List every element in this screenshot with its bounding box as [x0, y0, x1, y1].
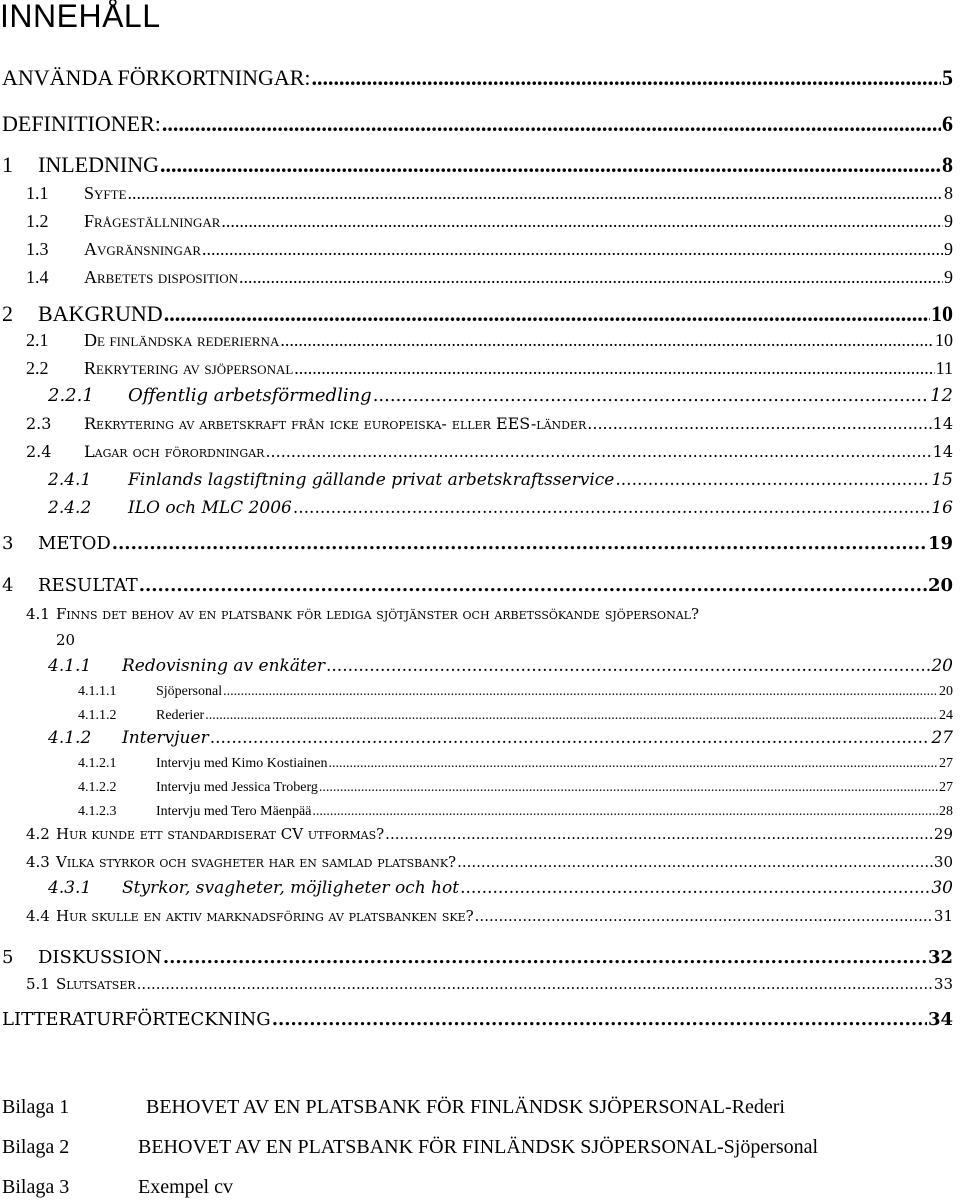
toc-entry-title: ILO och MLC 2006: [128, 498, 292, 518]
toc-entry-title: Intervju med Jessica Troberg: [156, 780, 318, 795]
dot-leader: [210, 724, 931, 752]
dot-leader: [164, 300, 930, 328]
toc-entry[interactable]: [26, 410, 953, 438]
toc-entry[interactable]: [26, 207, 953, 235]
toc-entry-number: 4.1.2.1: [78, 756, 117, 771]
toc-entry-page: 9: [944, 239, 953, 259]
toc-entry-number: 5: [2, 947, 14, 968]
toc-entry-title: Rekrytering av arbetskraft från icke europeiska- eller EES-länder: [84, 414, 587, 433]
toc-entry-title: Hur kunde ett standardiserat CV utformas?: [56, 825, 385, 843]
toc-entry[interactable]: [2, 1006, 953, 1034]
toc-entry-number: 1.4: [26, 267, 49, 287]
toc-entry-number: 2.2.1: [48, 385, 94, 406]
toc-entry-number: 1.1: [26, 183, 49, 203]
toc-entry-page: 30: [933, 853, 953, 871]
toc-entry-page: 20: [939, 684, 953, 699]
toc-entry-number: 4.1.2.3: [78, 804, 117, 819]
toc-entry-title: Offentlig arbetsförmedling: [128, 385, 372, 406]
toc-entry[interactable]: [2, 64, 953, 92]
toc-entry-number: 4.1.2.2: [78, 780, 117, 795]
dot-leader: [373, 382, 929, 410]
toc-entry-number: 2.1: [26, 330, 49, 350]
toc-entry[interactable]: [26, 354, 953, 382]
toc-entry-number: 4.1.1.2: [78, 708, 117, 723]
toc-entry-number: 1: [2, 152, 13, 177]
toc-entry-page: 8: [944, 183, 953, 203]
toc-entry[interactable]: [48, 724, 953, 752]
toc-entry-title: Avgränsningar: [84, 239, 202, 259]
toc-entry-page: 8: [942, 152, 953, 177]
toc-entry-title: BAKGRUND: [38, 301, 163, 326]
dot-leader: [160, 151, 941, 179]
toc-entry-page: 24: [939, 708, 953, 723]
toc-entry-title: Finns det behov av en platsbank för lediga sjötjänster och arbetssökande sjöpersonal?: [56, 605, 699, 623]
toc-entry-page: 10: [931, 301, 953, 326]
toc-entry-number: 4.1.2: [48, 728, 92, 748]
dot-leader: [162, 110, 941, 138]
dot-leader: [280, 326, 934, 354]
toc-entry[interactable]: [48, 874, 953, 902]
appendix-title[interactable]: BEHOVET AV EN PLATSBANK FÖR FINLÄNDSK SJÖPERSONAL-Sjöpersonal: [138, 1136, 819, 1158]
toc-entry[interactable]: [26, 235, 953, 263]
toc-entry-title: Vilka styrkor och svagheter har en samlad platsbank?: [56, 853, 457, 871]
toc-entry[interactable]: [2, 572, 953, 600]
toc-entry[interactable]: [2, 300, 953, 328]
toc-entry-page: 10: [935, 330, 953, 350]
toc-entry-page: 9: [944, 211, 953, 231]
toc-entry[interactable]: [26, 848, 953, 876]
appendix-title[interactable]: Exempel cv: [138, 1176, 233, 1198]
toc-entry-page: 19: [927, 533, 953, 554]
toc-entry[interactable]: [2, 151, 953, 179]
toc-entry-page: 12: [930, 385, 953, 406]
toc-entry-number: 2.2: [26, 358, 49, 378]
toc-entry-page: 11: [935, 358, 953, 378]
dot-leader: [239, 263, 943, 291]
toc-entry-page: 6: [942, 111, 953, 136]
toc-entry-page: 33: [933, 975, 953, 993]
dot-leader: [265, 438, 931, 466]
dot-leader: [587, 410, 931, 438]
toc-entry-title: De finländska rederierna: [84, 330, 280, 350]
toc-entry-title: Lagar och förordningar: [84, 442, 265, 461]
toc-entry-title: Frågeställningar: [84, 211, 221, 231]
toc-entry-number: 4.2: [26, 825, 50, 843]
toc-entry-number: 2.3: [26, 414, 52, 433]
toc-entry-title: INLEDNING: [38, 152, 159, 177]
toc-entry-page: 15: [931, 470, 953, 490]
toc-entry-title: Redovisning av enkäter: [122, 656, 325, 676]
toc-entry-page: 5: [942, 65, 953, 90]
toc-entry-title: DISKUSSION: [38, 947, 162, 968]
dot-leader: [457, 848, 933, 876]
toc-entry-title: Syfte: [84, 183, 127, 203]
toc-entry-page: 9: [944, 267, 953, 287]
appendix-label: Bilaga 1: [2, 1096, 70, 1118]
dot-leader: [293, 494, 931, 522]
toc-entry-title: Styrkor, svagheter, möjligheter och hot: [122, 878, 460, 898]
toc-entry[interactable]: [26, 179, 953, 207]
page-title: INNEHÅLL: [0, 0, 161, 34]
toc-entry-title: RESULTAT: [38, 575, 138, 596]
toc-entry[interactable]: [48, 494, 953, 522]
appendix-title[interactable]: BEHOVET AV EN PLATSBANK FÖR FINLÄNDSK SJÖPERSONAL-Rederi: [146, 1096, 785, 1118]
toc-entry-number: 2.4.2: [48, 498, 92, 518]
toc-entry-number: 4.1: [26, 605, 50, 623]
toc-entry-page: 14: [932, 442, 953, 461]
toc-entry-title: Rederier: [156, 708, 205, 723]
toc-entry-number: 1.3: [26, 239, 49, 259]
toc-entry-number: 4.1.1: [48, 656, 92, 676]
toc-entry-page: 20: [931, 656, 953, 676]
toc-entry-number: 2.4: [26, 442, 52, 461]
toc-entry-title: Intervjuer: [122, 728, 209, 748]
toc-entry-page: 30: [931, 878, 953, 898]
toc-entry[interactable]: [48, 382, 953, 410]
toc-entry-number: 5.1: [26, 975, 50, 993]
toc-entry[interactable]: [26, 326, 953, 354]
toc-entry-title: METOD: [38, 533, 111, 554]
toc-entry-page: 27: [931, 728, 953, 748]
toc-entry-title: Slutsatser: [56, 975, 136, 993]
toc-entry-number: 4.3: [26, 853, 50, 871]
appendix-label: Bilaga 2: [2, 1136, 70, 1158]
dot-leader: [137, 970, 933, 998]
toc-entry-page: 27: [939, 756, 953, 771]
toc-entry-number: 4.4: [26, 907, 50, 925]
toc-entry-title: Hur skulle en aktiv marknadsföring av platsbanken ske?: [56, 907, 474, 925]
toc-entry[interactable]: [26, 820, 953, 848]
toc-entry-page: 31: [933, 907, 953, 925]
dot-leader: [475, 902, 933, 930]
dot-leader: [221, 207, 943, 235]
dot-leader: [128, 179, 943, 207]
toc-entry-number: 4.1.1.1: [78, 684, 117, 699]
toc-entry-page: 34: [927, 1009, 953, 1030]
dot-leader: [460, 874, 930, 902]
dot-leader: [615, 466, 930, 494]
toc-entry-page: 16: [931, 498, 953, 518]
dot-leader: [294, 354, 934, 382]
appendix-label: Bilaga 3: [2, 1176, 70, 1198]
toc-entry-page: 29: [933, 825, 953, 843]
dot-leader: [112, 530, 927, 558]
toc-entry-title: Intervju med Tero Mäenpää: [156, 804, 312, 819]
dot-leader: [163, 944, 927, 972]
toc-entry[interactable]: [26, 600, 953, 652]
toc-entry-title: ANVÄNDA FÖRKORTNINGAR:: [2, 65, 311, 90]
toc-entry-number: 4.3.1: [48, 878, 92, 898]
toc-entry-page: 32: [927, 947, 953, 968]
toc-entry[interactable]: [26, 438, 953, 466]
toc-entry-number: 1.2: [26, 211, 49, 231]
toc-entry[interactable]: [2, 944, 953, 972]
dot-leader: [312, 64, 941, 92]
toc-entry-page: 20: [56, 631, 76, 649]
toc-entry-page: 14: [932, 414, 953, 433]
toc-entry-title: Rekrytering av sjöpersonal: [84, 358, 294, 378]
toc-entry-page: 20: [927, 575, 953, 596]
toc-entry-number: 4: [2, 575, 14, 596]
toc-entry[interactable]: [2, 110, 953, 138]
dot-leader: [202, 235, 943, 263]
dot-leader: [326, 652, 930, 680]
toc-entry-page: 27: [939, 780, 953, 795]
toc-entry-title: DEFINITIONER:: [2, 111, 161, 136]
toc-entry-number: 2.4.1: [48, 470, 92, 490]
toc-entry[interactable]: [26, 263, 953, 291]
dot-leader: [139, 572, 927, 600]
toc-entry[interactable]: [48, 466, 953, 494]
toc-entry[interactable]: [48, 652, 953, 680]
toc-entry[interactable]: [2, 530, 953, 558]
toc-entry-number: 2: [2, 301, 13, 326]
toc-entry-title: Finlands lagstiftning gällande privat arbetskraftsservice: [128, 470, 615, 490]
toc-entry-title: Arbetets disposition: [84, 267, 239, 287]
dot-leader: [385, 820, 933, 848]
toc-entry-title: LITTERATURFÖRTECKNING: [2, 1009, 271, 1030]
toc-entry-page: 28: [939, 804, 953, 819]
toc-entry-number: 3: [2, 533, 14, 554]
dot-leader: [272, 1006, 927, 1034]
toc-entry[interactable]: [26, 970, 953, 998]
toc-entry-title: Sjöpersonal: [156, 684, 223, 699]
toc-entry-title: Intervju med Kimo Kostiainen: [156, 756, 328, 771]
toc-entry[interactable]: [26, 902, 953, 930]
